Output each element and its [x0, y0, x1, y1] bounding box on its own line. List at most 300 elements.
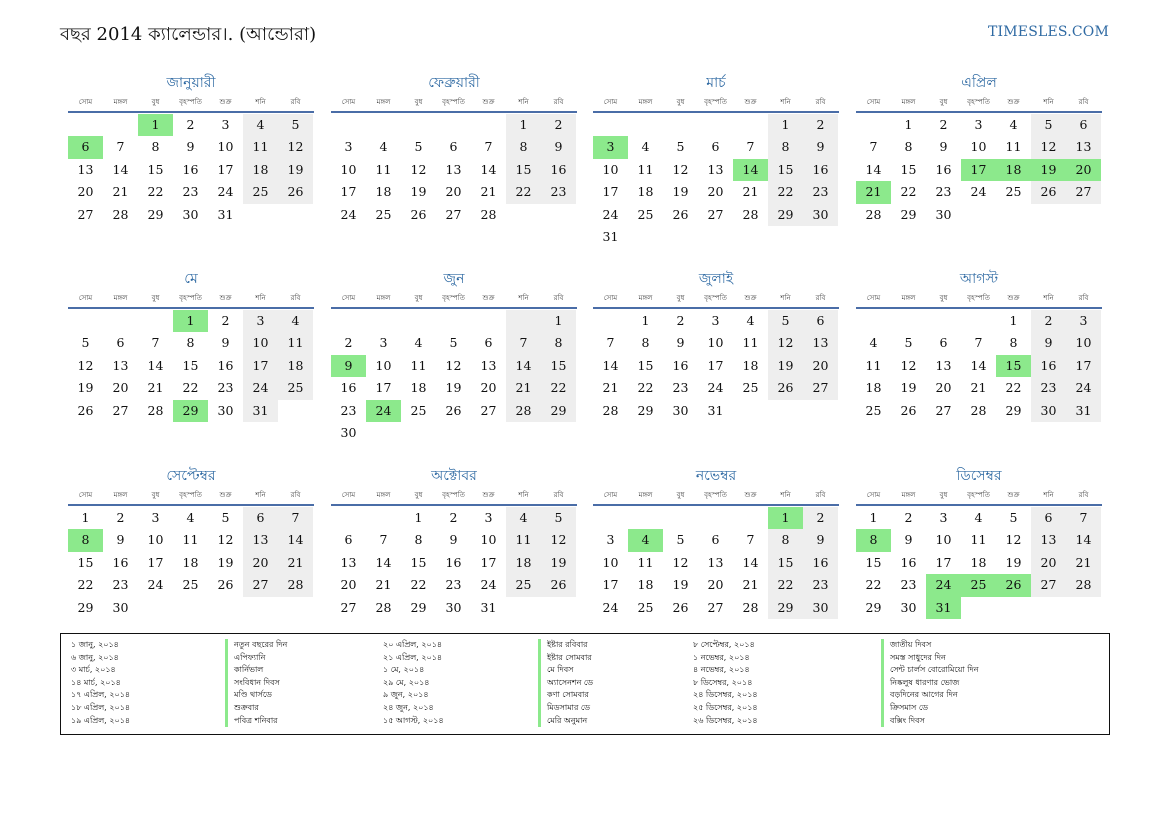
empty-cell [593, 507, 628, 529]
day-cell: 5 [676, 532, 685, 548]
day-cell: 26 [217, 577, 234, 593]
holiday-date: ২৯ মে, ২০১৪ [383, 677, 430, 687]
weekday-label: বৃহস্পতি [704, 98, 727, 106]
weekday-label: বৃহস্পতি [967, 98, 990, 106]
day-cell: 19 [278, 159, 313, 181]
day-cell: 20 [480, 380, 497, 396]
day-cell: 28 [506, 400, 541, 422]
weekday-label: বুধ [676, 491, 685, 499]
day-cell: 30 [182, 206, 199, 222]
day-cell: 23 [900, 577, 917, 593]
day-cell: 9 [541, 136, 576, 158]
day-cell: 23 [340, 402, 357, 418]
day-cell: 9 [331, 355, 366, 377]
day-cell: 20 [243, 552, 278, 574]
day-cell: 6 [1031, 507, 1066, 529]
day-cell: 4 [186, 510, 195, 525]
holiday-name: মেরি অনুমান [547, 715, 588, 725]
month-name: জানুয়ারী [166, 75, 216, 91]
weekday-label: শনি [780, 491, 791, 499]
day-cell: 20 [803, 355, 838, 377]
weekday-label: শনি [780, 294, 791, 302]
day-cell: 15 [541, 355, 576, 377]
day-cell: 2 [541, 114, 576, 136]
holiday-date: ২১ এপ্রিল, ২০১৪ [383, 652, 443, 662]
day-cell: 3 [711, 313, 720, 328]
weekday-header [331, 289, 577, 309]
day-cell: 15 [147, 161, 164, 177]
weekday-label: মঙ্গল [113, 98, 128, 106]
day-cell: 2 [803, 114, 838, 136]
day-cell: 13 [243, 529, 278, 551]
day-cell: 4 [869, 335, 878, 351]
day-cell: 15 [865, 554, 882, 570]
day-cell: 6 [116, 335, 125, 351]
month-block [856, 269, 1102, 422]
day-cell: 26 [672, 599, 689, 615]
day-cell: 5 [768, 310, 803, 332]
day-cell: 22 [900, 184, 917, 200]
month-block [331, 466, 577, 619]
day-grid [856, 310, 1102, 422]
month-block [68, 269, 314, 422]
day-grid [856, 114, 1102, 226]
day-cell: 14 [733, 159, 768, 181]
day-cell: 19 [77, 380, 94, 396]
day-cell: 15 [768, 552, 803, 574]
weekday-label: শনি [1043, 98, 1054, 106]
day-cell: 5 [81, 335, 90, 351]
day-cell: 9 [803, 529, 838, 551]
day-cell: 28 [1066, 574, 1101, 596]
day-cell: 15 [637, 357, 654, 373]
empty-cell [331, 114, 366, 136]
day-cell: 5 [1009, 510, 1018, 525]
weekday-label: মঙ্গল [638, 491, 653, 499]
day-cell: 27 [77, 206, 94, 222]
day-cell: 11 [742, 335, 759, 351]
day-cell: 5 [904, 335, 913, 351]
day-cell: 16 [672, 357, 689, 373]
empty-cell [698, 507, 733, 529]
day-cell: 15 [182, 357, 199, 373]
day-cell: 30 [803, 204, 838, 226]
day-grid [68, 114, 314, 226]
day-cell: 29 [900, 206, 917, 222]
day-cell: 3 [243, 310, 278, 332]
day-cell: 8 [541, 332, 576, 354]
day-cell: 2 [186, 117, 195, 132]
weekday-label: মঙ্গল [638, 294, 653, 302]
day-cell: 10 [340, 161, 357, 177]
day-cell: 7 [506, 332, 541, 354]
day-cell: 10 [480, 532, 497, 548]
day-cell: 31 [480, 599, 497, 615]
weekday-label: রবি [1078, 491, 1089, 499]
day-cell: 12 [278, 136, 313, 158]
empty-cell [733, 114, 768, 136]
holiday-date: ৬ জানু, ২০১৪ [71, 652, 119, 662]
weekday-label: সোম [78, 294, 93, 302]
day-cell: 3 [1066, 310, 1101, 332]
day-cell: 9 [116, 532, 125, 548]
day-cell: 28 [865, 206, 882, 222]
weekday-label: মঙ্গল [376, 294, 391, 302]
day-cell: 23 [672, 380, 689, 396]
weekday-label: বুধ [676, 294, 685, 302]
day-cell: 8 [768, 136, 803, 158]
day-cell: 19 [410, 184, 427, 200]
day-cell: 10 [243, 332, 278, 354]
day-cell: 22 [506, 181, 541, 203]
day-cell: 3 [221, 117, 230, 132]
day-cell: 16 [445, 554, 462, 570]
day-cell: 31 [926, 597, 961, 619]
day-cell: 9 [221, 335, 230, 351]
month-block [593, 73, 839, 248]
day-cell: 25 [637, 206, 654, 222]
month-name: জুলাই [698, 271, 734, 287]
day-cell: 5 [676, 139, 685, 155]
empty-cell [698, 114, 733, 136]
day-cell: 19 [217, 554, 234, 570]
holiday-date: ১৫ আগস্ট, ২০১৪ [383, 715, 444, 725]
day-cell: 18 [637, 577, 654, 593]
empty-cell [593, 114, 628, 136]
day-cell: 31 [1066, 400, 1101, 422]
day-cell: 1 [81, 510, 90, 525]
holiday-date: ১৯ এপ্রিল, ২০১৪ [71, 715, 131, 725]
weekday-label: শুক্র [219, 491, 232, 499]
day-cell: 6 [711, 139, 720, 155]
holiday-date: ১৮ এপ্রিল, ২০১৪ [71, 702, 131, 712]
weekday-label: রবি [553, 98, 564, 106]
day-cell: 28 [480, 206, 497, 222]
day-cell: 16 [900, 554, 917, 570]
day-cell: 20 [935, 380, 952, 396]
holiday-name: ইষ্টার রবিবার [547, 640, 588, 649]
day-cell: 26 [77, 402, 94, 418]
day-cell: 14 [375, 554, 392, 570]
day-cell: 24 [340, 206, 357, 222]
holiday-name: সমস্ত সাধুদের দিন [890, 652, 946, 662]
holiday-names-col-2 [538, 639, 593, 727]
weekday-label: শুক্র [482, 294, 495, 302]
weekday-label: রবি [815, 98, 826, 106]
day-cell: 24 [602, 599, 619, 615]
day-cell: 6 [484, 335, 493, 351]
month-name: সেপ্টেম্বর [166, 468, 216, 484]
day-cell: 20 [77, 184, 94, 200]
day-cell: 12 [445, 357, 462, 373]
day-cell: 30 [445, 599, 462, 615]
empty-cell [103, 114, 138, 136]
day-cell: 10 [147, 532, 164, 548]
day-grid [593, 310, 839, 422]
day-cell: 26 [1031, 181, 1066, 203]
day-cell: 21 [602, 380, 619, 396]
day-cell: 19 [768, 355, 803, 377]
day-cell: 6 [344, 532, 353, 548]
day-cell: 30 [935, 206, 952, 222]
day-cell: 27 [480, 402, 497, 418]
empty-cell [68, 114, 103, 136]
holiday-date: ২৪ জুন, ২০১৪ [383, 702, 434, 712]
day-cell: 18 [742, 357, 759, 373]
month-name: এপ্রিল [961, 75, 997, 91]
day-cell: 26 [278, 181, 313, 203]
day-cell: 9 [449, 532, 458, 548]
day-cell: 14 [742, 554, 759, 570]
day-cell: 25 [506, 574, 541, 596]
day-cell: 29 [637, 402, 654, 418]
day-cell: 29 [410, 599, 427, 615]
month-block [331, 73, 577, 226]
day-cell: 13 [112, 357, 129, 373]
day-cell: 12 [77, 357, 94, 373]
day-cell: 30 [900, 599, 917, 615]
day-cell: 7 [746, 139, 755, 155]
day-cell: 9 [803, 136, 838, 158]
holiday-name: বক্সিং দিবস [890, 715, 925, 725]
day-cell: 17 [1066, 355, 1101, 377]
day-cell: 26 [996, 574, 1031, 596]
holiday-name: কণা সোমবার [547, 690, 589, 700]
day-cell: 22 [637, 380, 654, 396]
day-cell: 31 [217, 206, 234, 222]
month-name: আগস্ট [959, 271, 999, 287]
day-cell: 31 [707, 402, 724, 418]
month-block [68, 466, 314, 619]
day-cell: 8 [68, 529, 103, 551]
day-cell: 15 [996, 355, 1031, 377]
day-cell: 1 [414, 510, 423, 525]
day-cell: 3 [939, 510, 948, 525]
day-cell: 20 [112, 380, 129, 396]
day-cell: 16 [1031, 355, 1066, 377]
weekday-label: মঙ্গল [113, 491, 128, 499]
day-cell: 7 [746, 532, 755, 548]
weekday-label: বৃহস্পতি [967, 491, 990, 499]
day-cell: 26 [541, 574, 576, 596]
day-cell: 26 [410, 206, 427, 222]
day-cell: 27 [340, 599, 357, 615]
weekday-label: শুক্র [744, 294, 757, 302]
holiday-name: সেন্ট চার্লস বোরোমিয়ো দিন [890, 665, 979, 675]
day-cell: 3 [484, 510, 493, 525]
day-cell: 8 [641, 335, 650, 351]
weekday-label: রবি [1078, 294, 1089, 302]
day-cell: 26 [900, 402, 917, 418]
weekday-label: রবি [553, 491, 564, 499]
holiday-name: মে দিবস [547, 665, 574, 675]
day-cell: 21 [480, 184, 497, 200]
holiday-name: বড়দিনের আগের দিন [890, 690, 958, 700]
day-cell: 29 [865, 599, 882, 615]
day-cell: 6 [243, 507, 278, 529]
day-cell: 21 [506, 377, 541, 399]
day-cell: 6 [449, 139, 458, 155]
weekday-label: বুধ [414, 294, 423, 302]
day-grid [331, 507, 577, 619]
day-cell: 19 [445, 380, 462, 396]
weekday-label: রবি [815, 294, 826, 302]
day-cell: 17 [243, 355, 278, 377]
weekday-label: শনি [518, 98, 529, 106]
empty-cell [366, 507, 401, 529]
holiday-name: ক্রিসমাস ডে [890, 702, 928, 712]
holiday-dates-col-2 [383, 639, 444, 727]
day-cell: 14 [1066, 529, 1101, 551]
day-grid [331, 310, 577, 444]
empty-cell [663, 114, 698, 136]
day-cell: 30 [803, 597, 838, 619]
holiday-name: জাতীয় দিবস [890, 640, 932, 649]
holiday-dates-col-3 [693, 639, 758, 727]
month-block [593, 466, 839, 619]
day-cell: 24 [1066, 377, 1101, 399]
empty-cell [628, 507, 663, 529]
day-cell: 19 [672, 577, 689, 593]
day-cell: 11 [182, 532, 199, 548]
day-cell: 27 [112, 402, 129, 418]
holiday-date: ২০ এপ্রিল, ২০১৪ [383, 640, 443, 649]
day-grid [593, 507, 839, 619]
holiday-name: ইষ্টার সোমবার [547, 652, 592, 662]
weekday-label: মঙ্গল [901, 98, 916, 106]
day-cell: 17 [602, 184, 619, 200]
empty-cell [138, 310, 173, 332]
weekday-label: মঙ্গল [376, 98, 391, 106]
month-name: মার্চ [706, 75, 726, 91]
day-cell: 11 [410, 357, 427, 373]
holiday-date: ১৪ মার্চ, ২০১৪ [71, 677, 121, 687]
weekday-header [68, 486, 314, 506]
empty-cell [436, 310, 471, 332]
day-cell: 16 [935, 161, 952, 177]
day-cell: 29 [173, 400, 208, 422]
day-cell: 10 [602, 161, 619, 177]
empty-cell [471, 310, 506, 332]
day-cell: 29 [147, 206, 164, 222]
holiday-names-col-3 [881, 639, 979, 727]
day-cell: 5 [414, 139, 423, 155]
weekday-label: শুক্র [482, 491, 495, 499]
holiday-name: শুক্রবার [234, 702, 259, 712]
day-cell: 18 [865, 380, 882, 396]
day-cell: 14 [506, 355, 541, 377]
day-cell: 25 [375, 206, 392, 222]
weekday-label: রবি [553, 294, 564, 302]
weekday-label: বুধ [676, 98, 685, 106]
weekday-label: বৃহস্পতি [704, 491, 727, 499]
empty-cell [961, 310, 996, 332]
day-cell: 21 [112, 184, 129, 200]
empty-cell [331, 507, 366, 529]
day-cell: 25 [410, 402, 427, 418]
weekday-label: বৃহস্পতি [179, 294, 202, 302]
month-block [856, 466, 1102, 619]
day-cell: 2 [116, 510, 125, 525]
day-cell: 24 [970, 184, 987, 200]
day-cell: 6 [803, 310, 838, 332]
weekday-label: বুধ [939, 98, 948, 106]
day-cell: 4 [1009, 117, 1018, 132]
day-cell: 18 [410, 380, 427, 396]
day-cell: 13 [803, 332, 838, 354]
day-cell: 14 [970, 357, 987, 373]
day-grid [68, 310, 314, 422]
weekday-label: সোম [78, 98, 93, 106]
weekday-label: শুক্র [1007, 294, 1020, 302]
day-cell: 16 [541, 159, 576, 181]
day-cell: 20 [1031, 552, 1066, 574]
day-cell: 19 [900, 380, 917, 396]
day-cell: 25 [637, 599, 654, 615]
month-name: মে [184, 271, 198, 287]
weekday-label: শনি [1043, 294, 1054, 302]
day-cell: 28 [602, 402, 619, 418]
day-cell: 3 [151, 510, 160, 525]
day-cell: 2 [803, 507, 838, 529]
weekday-label: বৃহস্পতি [442, 98, 465, 106]
day-cell: 3 [974, 117, 983, 132]
day-cell: 4 [506, 507, 541, 529]
day-cell: 8 [186, 335, 195, 351]
holiday-date: ১৭ এপ্রিল, ২০১৪ [71, 690, 131, 700]
day-cell: 12 [672, 554, 689, 570]
day-cell: 12 [541, 529, 576, 551]
day-cell: 30 [217, 402, 234, 418]
day-cell: 12 [217, 532, 234, 548]
month-name: অক্টোবর [431, 468, 477, 484]
weekday-label: শুক্র [482, 98, 495, 106]
day-cell: 8 [904, 139, 913, 155]
holiday-dates-col-1 [71, 639, 130, 727]
weekday-label: বৃহস্পতি [967, 294, 990, 302]
weekday-label: শনি [518, 491, 529, 499]
day-cell: 1 [869, 510, 878, 525]
day-cell: 20 [707, 577, 724, 593]
day-cell: 18 [970, 554, 987, 570]
day-cell: 15 [900, 161, 917, 177]
weekday-label: শনি [1043, 491, 1054, 499]
day-cell: 12 [1031, 136, 1066, 158]
day-cell: 1 [506, 114, 541, 136]
day-cell: 7 [974, 335, 983, 351]
day-cell: 18 [996, 159, 1031, 181]
day-cell: 11 [637, 161, 654, 177]
day-cell: 16 [340, 380, 357, 396]
holiday-name: এপিফ্যানি [234, 652, 266, 662]
weekday-label: বৃহস্পতি [442, 491, 465, 499]
day-cell: 4 [243, 114, 278, 136]
day-cell: 3 [379, 335, 388, 351]
day-cell: 10 [375, 357, 392, 373]
day-cell: 24 [366, 400, 401, 422]
empty-cell [628, 114, 663, 136]
site-link[interactable]: TIMESLES.COM [988, 24, 1109, 40]
holiday-name: নতুন বছরের দিন [234, 640, 288, 649]
day-cell: 18 [278, 355, 313, 377]
weekday-header [856, 289, 1102, 309]
day-cell: 17 [340, 184, 357, 200]
weekday-label: বৃহস্পতি [442, 294, 465, 302]
day-cell: 29 [768, 204, 803, 226]
holiday-list [60, 633, 1110, 735]
day-cell: 14 [278, 529, 313, 551]
day-grid [68, 507, 314, 619]
